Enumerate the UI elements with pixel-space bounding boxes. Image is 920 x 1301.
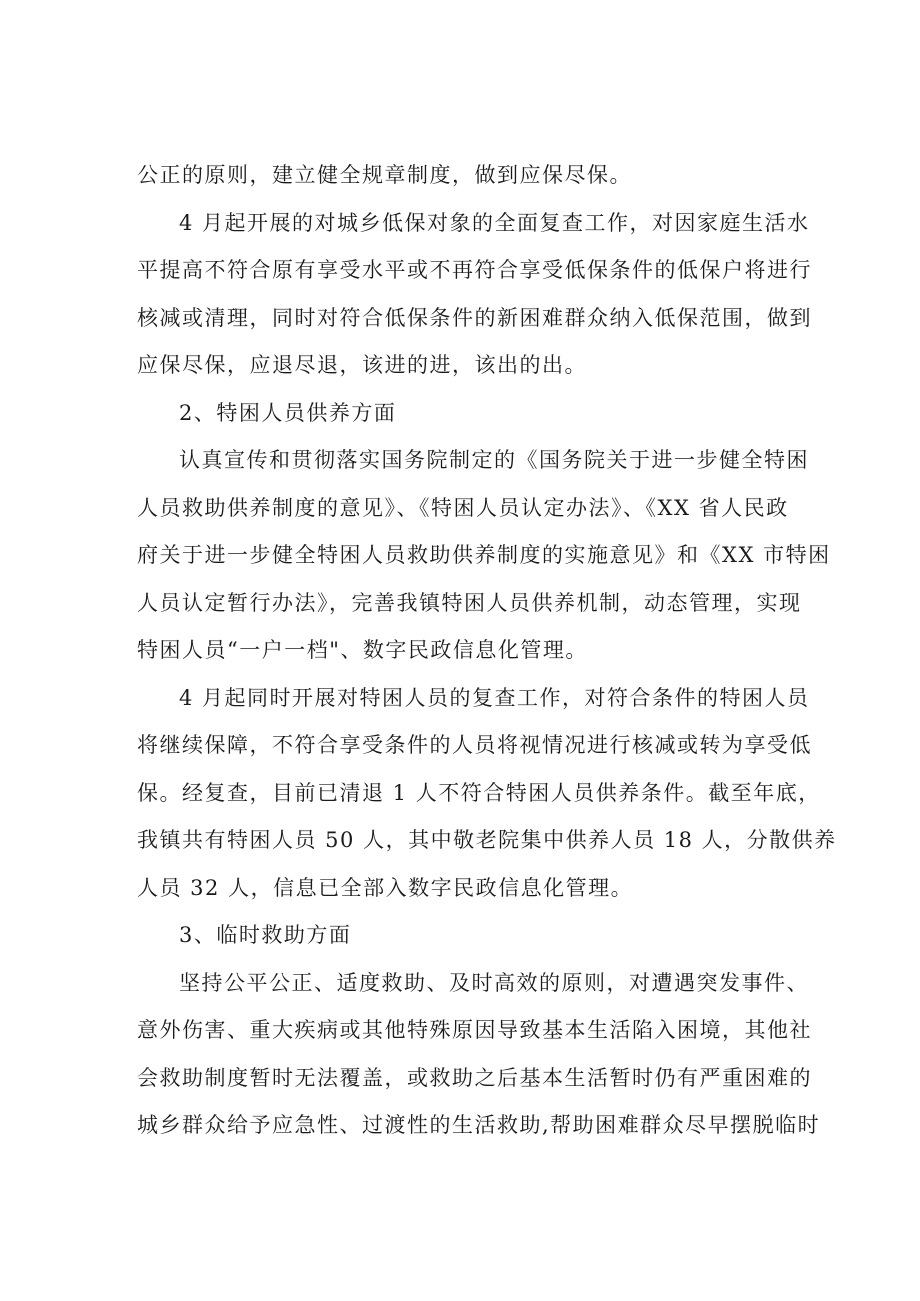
text-line: 公正的原则，建立健全规章制度，做到应保尽保。 <box>137 163 632 187</box>
section-heading-2 <box>137 390 787 438</box>
paragraph-p3 <box>137 437 831 675</box>
text-line: 意外伤害、重大疾病或其他特殊原因导致基本生活陷入困境，其他社 <box>137 1018 812 1042</box>
text-line: 4 月起同时开展对特困人员的复查工作，对符合条件的特困人员 <box>179 685 810 710</box>
paragraph-p1 <box>137 152 787 200</box>
text-line: 应保尽保，应退尽退，该进的进，该出的出。 <box>137 353 587 377</box>
text-line: 保。经复查，目前已清退 1 人不符合特困人员供养条件。截至年底， <box>137 780 821 805</box>
text-line: 我镇共有特困人员 50 人，其中敬老院集中供养人员 18 人，分散供养 <box>137 828 837 852</box>
text-line: 将继续保障，不符合享受条件的人员将视情况进行核减或转为享受低 <box>137 733 812 757</box>
text-line: 4 月起开展的对城乡低保对象的全面复查工作，对因家庭生活水 <box>179 210 810 235</box>
text-line: 特困人员“一户一档"、数字民政信息化管理。 <box>137 638 588 662</box>
paragraph-p4 <box>137 675 837 913</box>
heading-text: 3、临时救助方面 <box>179 923 352 947</box>
text-line: 坚持公平公正、适度救助、及时高效的原则，对遭遇突发事件、 <box>179 970 809 995</box>
text-line: 人员救助供养制度的意见》、《特困人员认定办法》、《XX 省人民政 <box>137 495 789 520</box>
text-line: 平提高不符合原有享受水平或不再符合享受低保条件的低保户将进行 <box>137 258 812 282</box>
text-line: 人员认定暂行办法》，完善我镇特困人员供养机制，动态管理，实现 <box>137 590 802 615</box>
text-line: 人员 32 人，信息已全部入数字民政信息化管理。 <box>137 875 634 900</box>
text-line: 核减或清理，同时对符合低保条件的新困难群众纳入低保范围，做到 <box>137 305 812 330</box>
heading-text: 2、特困人员供养方面 <box>179 400 397 425</box>
text-line: 会救助制度暂时无法覆盖，或救助之后基本生活暂时仍有严重困难的 <box>137 1065 812 1090</box>
paragraph-p5 <box>137 960 821 1150</box>
text-line: 认真宣传和贯彻落实国务院制定的《国务院关于进一步健全特困 <box>179 448 809 472</box>
document-body <box>137 152 837 1150</box>
section-heading-3 <box>137 912 787 960</box>
paragraph-p2 <box>137 200 812 390</box>
text-line: 府关于进一步健全特困人员救助供养制度的实施意见》和《XX 市特困 <box>137 543 831 567</box>
text-line: 城乡群众给予应急性、过渡性的生活救助,帮助困难群众尽早摆脱临时 <box>137 1113 821 1137</box>
